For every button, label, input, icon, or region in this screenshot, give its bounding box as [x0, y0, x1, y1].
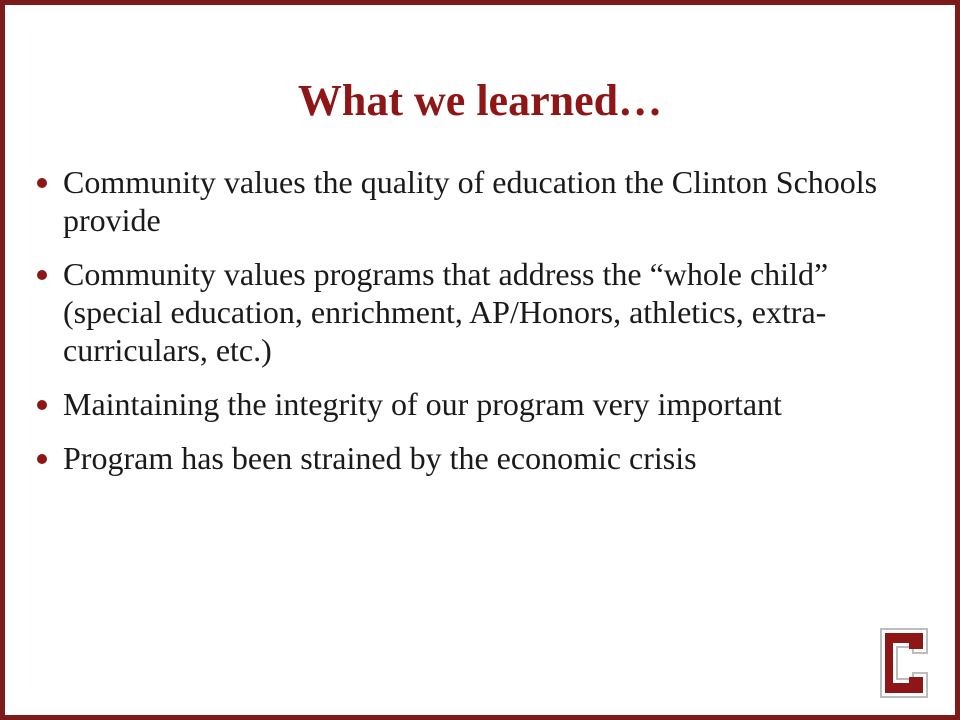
bullet-item: [37, 439, 917, 477]
bullet-dot-icon: [37, 400, 47, 410]
bullet-dot-icon: [37, 454, 47, 464]
bullet-text: Program has been strained by the economic crisis: [63, 440, 697, 476]
bullet-text: Maintaining the integrity of our program very important: [63, 386, 782, 422]
bullet-item: [37, 163, 917, 239]
bullet-text: Community values the quality of education the Clinton Schools provide: [63, 164, 878, 238]
block-c-logo-icon: [875, 627, 933, 699]
bullet-item: [37, 385, 917, 423]
bullet-dot-icon: [37, 270, 47, 280]
bullet-dot-icon: [37, 178, 47, 188]
bullet-item: [37, 255, 917, 369]
bullet-list: [37, 163, 917, 493]
bullet-text: Community values programs that address the “whole child” (special education, enrichment, AP/Honors, athletics, extra-curriculars, etc.): [63, 256, 829, 368]
slide-title: What we learned…: [297, 76, 663, 125]
